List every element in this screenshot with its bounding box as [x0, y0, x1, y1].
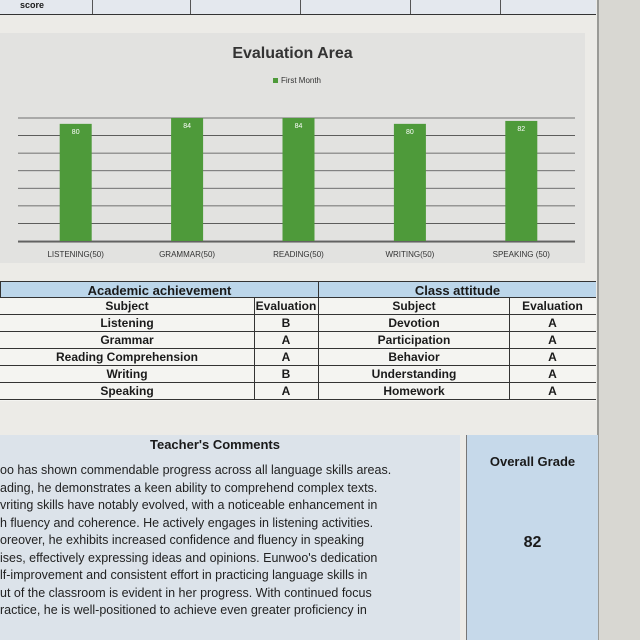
table-row — [319, 298, 596, 315]
comment-line: vriting skills have notably evolved, with a noticeable enhancement in — [0, 498, 378, 512]
academic-evaluation-cell: B — [281, 316, 291, 330]
score-column-divider — [500, 0, 501, 14]
table-row — [319, 315, 596, 332]
academic-evaluation-cell: B — [281, 367, 291, 381]
chart-title: Evaluation Area — [232, 45, 353, 62]
score-column-divider — [190, 0, 191, 14]
attitude-evaluation-cell: A — [548, 384, 557, 398]
academic-title: Academic achievement — [0, 281, 319, 298]
table-row — [0, 332, 318, 349]
data-label: 84 — [294, 123, 303, 130]
comments-text — [0, 462, 420, 620]
achievement-tables — [0, 281, 596, 401]
x-tick-label: GRAMMAR(50) — [159, 250, 216, 259]
bar — [394, 124, 426, 241]
attitude-title: Class attitude — [318, 281, 596, 298]
x-tick-label: SPEAKING (50) — [492, 250, 550, 259]
academic-subject-cell: Listening — [100, 316, 154, 330]
page-edge — [597, 0, 640, 640]
score-column-divider — [410, 0, 411, 14]
attitude-evaluation-cell: A — [548, 367, 557, 381]
overall-grade-value: 82 — [523, 534, 542, 551]
table-column-divider — [509, 298, 510, 400]
comment-line: oo has shown commendable progress across all language skills areas. — [0, 463, 392, 477]
data-label: 80 — [406, 128, 414, 136]
overall-grade-title: Overall Grade — [489, 454, 576, 469]
comment-line: h fluency and coherence. He actively engages in listening activities. — [0, 515, 374, 530]
academic-subject-cell: Writing — [106, 367, 148, 381]
attitude-evaluation-cell: A — [548, 316, 557, 330]
table-row — [319, 349, 596, 366]
legend-swatch — [273, 78, 278, 83]
academic-subject-cell: Reading Comprehension — [55, 350, 198, 364]
attitude-subject-cell: Participation — [377, 333, 451, 347]
comment-line: ading, he demonstrates a keen ability to comprehend complex texts. — [0, 480, 378, 495]
overall-grade-box — [466, 435, 598, 640]
bar — [283, 118, 315, 241]
chart-legend — [273, 76, 321, 85]
comments-title: Teacher's Comments — [149, 437, 280, 452]
chart-plot — [0, 33, 585, 263]
bar — [60, 124, 92, 241]
academic-evaluation-cell: A — [281, 350, 291, 364]
score-label: score — [20, 0, 45, 10]
attitude-evaluation-header: Evaluation — [522, 299, 583, 313]
table-row — [0, 315, 318, 332]
data-label: 82 — [517, 125, 526, 133]
score-column-divider — [92, 0, 93, 14]
x-tick-label: READING(50) — [273, 250, 324, 259]
table-row — [0, 349, 318, 366]
attitude-evaluation-cell: A — [548, 350, 557, 364]
comment-line: ises, effectively expressing ideas and opinions. Eunwoo's dedication — [0, 550, 378, 565]
attitude-subject-cell: Devotion — [388, 316, 440, 330]
table-row — [319, 366, 596, 383]
academic-evaluation-header: Evaluation — [255, 299, 317, 313]
attitude-evaluation-cell: A — [548, 333, 557, 347]
table-row — [319, 383, 596, 400]
table-row — [0, 298, 318, 315]
academic-subject-header: Subject — [105, 299, 149, 313]
comment-line: ut of the classroom is evident in her progress. With continued focus — [0, 585, 372, 600]
x-tick-label: WRITING(50) — [385, 250, 435, 259]
attitude-subject-cell: Behavior — [388, 350, 440, 364]
table-row — [0, 366, 318, 383]
evaluation-chart — [0, 33, 585, 263]
x-tick-label: LISTENING(50) — [47, 250, 104, 259]
attitude-subject-header: Subject — [392, 299, 436, 313]
score-column-divider — [300, 0, 301, 14]
academic-evaluation-cell: A — [281, 384, 291, 398]
attitude-subject-cell: Understanding — [371, 367, 457, 381]
comments-section — [0, 435, 460, 640]
academic-evaluation-cell: A — [281, 333, 291, 347]
comment-line: ractice, he is well-positioned to achieve even greater proficiency in — [0, 603, 367, 617]
academic-subject-cell: Speaking — [100, 384, 154, 398]
data-label: 80 — [71, 128, 80, 136]
table-column-divider — [254, 298, 255, 400]
comment-line: oreover, he exhibits increased confidence and fluency in speaking — [0, 533, 365, 547]
attitude-subject-cell: Homework — [383, 384, 445, 398]
table-row — [0, 383, 318, 400]
academic-subject-cell: Grammar — [100, 333, 154, 347]
bar — [505, 121, 537, 241]
score-row — [0, 0, 596, 15]
data-label: 84 — [183, 123, 191, 130]
bar — [171, 118, 203, 241]
comment-line: lf-improvement and consistent effort in practicing language skills in — [0, 568, 368, 582]
legend-label: First Month — [281, 76, 322, 85]
table-row — [319, 332, 596, 349]
table-column-divider — [318, 298, 319, 400]
